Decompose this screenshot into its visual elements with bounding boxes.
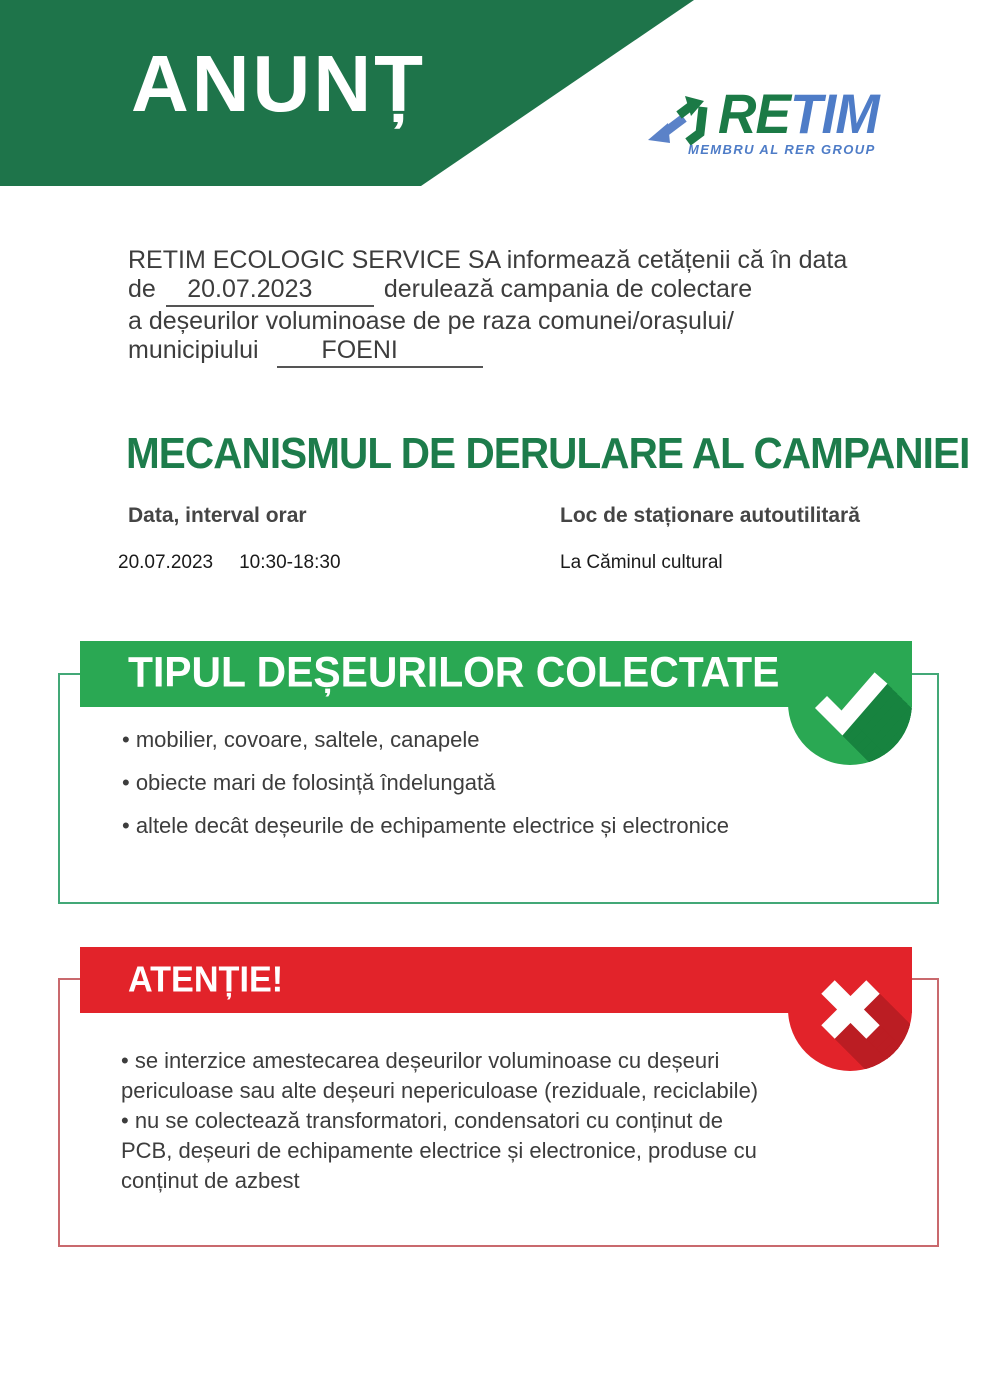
- page-title: ANUNȚ: [131, 39, 426, 128]
- intro-line-2: de 20.07.2023 derulează campania de colectare: [128, 275, 958, 307]
- collected-list: [122, 727, 882, 856]
- retim-logo: [646, 82, 896, 166]
- list-item: • altele decât deșeurile de echipamente electrice și electronice: [122, 813, 729, 838]
- attention-list: [121, 1046, 841, 1196]
- schedule-row: [118, 552, 341, 574]
- date-blank: 20.07.2023: [166, 275, 374, 307]
- intro-line-4: municipiului FOENI: [128, 336, 958, 368]
- list-item: • obiecte mari de folosință îndelungată: [122, 770, 496, 795]
- logo-wordmark-tim: TIM: [790, 82, 879, 145]
- schedule-location-column: [560, 504, 860, 574]
- schedule-date: 20.07.2023: [118, 552, 214, 573]
- schedule-date-column: [118, 504, 341, 574]
- schedule-location: La Căminul cultural: [560, 552, 723, 573]
- list-item: • se interzice amestecarea deșeurilor voluminoase cu deșeuri periculoase sau alte deșeuri nepericuloase (reziduale, reciclabile): [121, 1048, 759, 1103]
- intro-line-3: a deșeurilor voluminoase de pe raza comunei/orașului/: [128, 307, 734, 335]
- collected-title: TIPUL DEȘEURILOR COLECTATE: [128, 648, 780, 697]
- intro-paragraph: [128, 246, 958, 368]
- intro-line-1: RETIM ECOLOGIC SERVICE SA informează cetățenii că în data: [128, 246, 848, 274]
- logo-tagline: MEMBRU AL RER GROUP: [688, 142, 876, 157]
- location-blank: FOENI: [277, 336, 483, 368]
- section-heading: MECANISMUL DE DERULARE AL CAMPANIEI: [126, 429, 970, 478]
- schedule-interval: 10:30-18:30: [239, 552, 341, 573]
- list-item: • nu se colectează transformatori, condensatori cu conținut de PCB, deșeuri de echipamente electrice și electronice, produse cu conținut de azbest: [121, 1108, 757, 1193]
- logo-wordmark-re: RE: [718, 82, 791, 145]
- list-item: • mobilier, covoare, saltele, canapele: [122, 727, 480, 752]
- logo-wordmark: [718, 82, 879, 145]
- date-column-header: Data, interval orar: [128, 504, 307, 527]
- location-column-header: Loc de staționare autoutilitară: [560, 504, 860, 527]
- attention-title: ATENȚIE!: [128, 958, 284, 1000]
